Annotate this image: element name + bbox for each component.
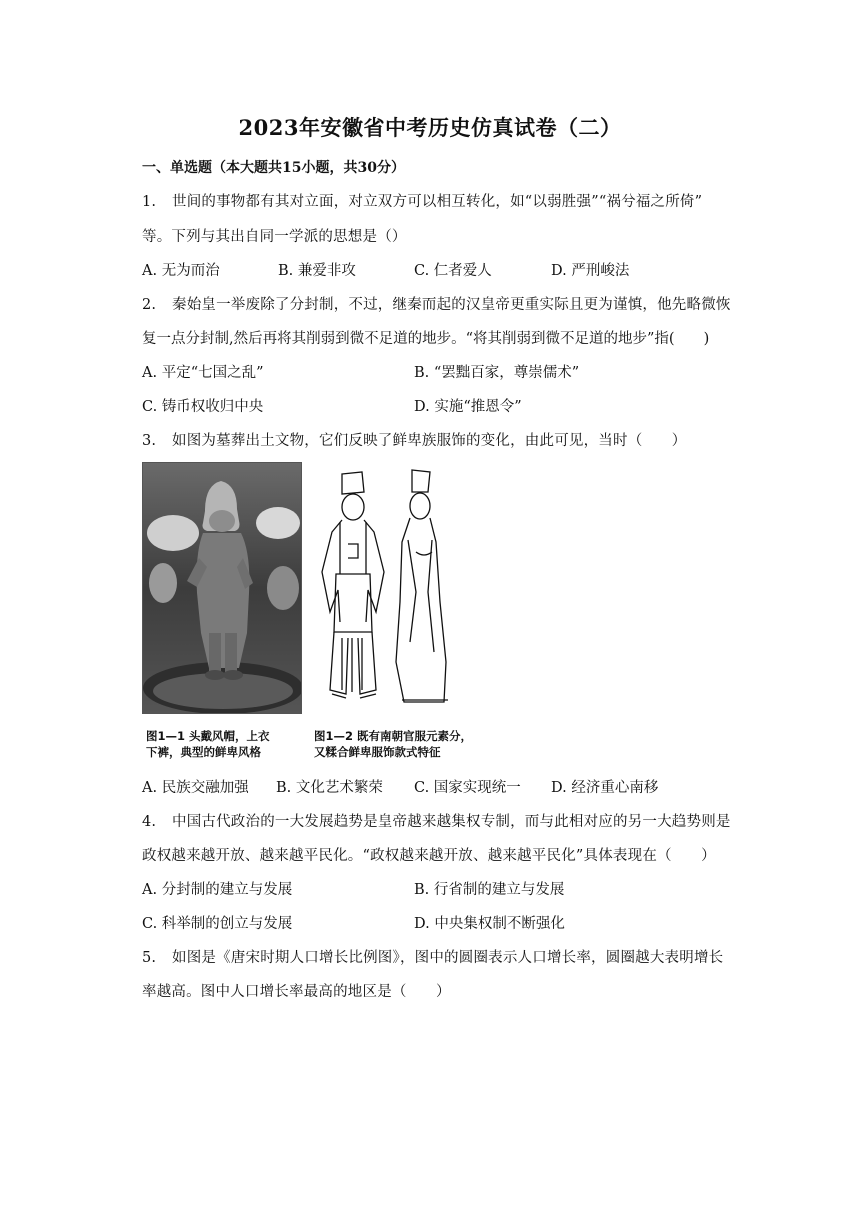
q4-number: 4.	[142, 814, 157, 830]
q4-option-c[interactable]: C. 科举制的创立与发展	[142, 916, 293, 932]
q2-option-d[interactable]: D. 实施“推恩令”	[414, 399, 522, 415]
q5-stem-line1	[142, 946, 723, 967]
q3-option-c[interactable]: C. 国家实现统一	[414, 780, 521, 796]
q2-option-b[interactable]: B. “罢黜百家，尊崇儒术”	[414, 365, 580, 381]
q1-text: 世间的事物都有其对立面，对立双方可以相互转化，如“以弱胜强”“祸兮福之所倚”	[172, 194, 703, 210]
q3-option-d[interactable]: D. 经济重心南移	[551, 780, 659, 796]
q5-stem-line2: 率越高。图中人口增长率最高的地区是（ ）	[142, 984, 451, 1000]
figure-drawings	[312, 462, 482, 712]
q2-stem-line1	[142, 293, 731, 314]
q2-stem-line2: 复一点分封制,然后再将其削弱到微不足道的地步。“将其削弱到微不足道的地步”指( )	[142, 331, 710, 347]
caption-fig1-1-line1: 图1—1 头戴风帽，上衣	[146, 729, 270, 743]
q1-option-b[interactable]: B. 兼爱非攻	[278, 263, 356, 279]
q1-number: 1.	[142, 194, 157, 210]
q4-stem-line2: 政权越来越开放、越来越平民化。“政权越来越开放、越来越平民化”具体表现在（ ）	[142, 848, 716, 864]
q3-text: 如图为墓葬出土文物，它们反映了鲜卑族服饰的变化，由此可见，当时（ ）	[172, 433, 687, 449]
q3-option-a[interactable]: A. 民族交融加强	[142, 780, 249, 796]
section-heading: 一、单选题（本大题共15小题，共30分）	[142, 160, 405, 176]
caption-fig1-2-line1: 图1—2 既有南朝官服元素分，	[314, 729, 473, 743]
caption-fig1-2	[314, 728, 472, 760]
q2-option-a[interactable]: A. 平定“七国之乱”	[142, 365, 264, 381]
q4-stem-line1	[142, 810, 731, 831]
q3-option-b[interactable]: B. 文化艺术繁荣	[276, 780, 383, 796]
q4-text: 中国古代政治的一大发展趋势是皇帝越来越集权专制，而与此相对应的另一大趋势则是	[172, 814, 731, 830]
figurine-photo	[142, 462, 302, 714]
q2-option-c[interactable]: C. 铸币权收归中央	[142, 399, 264, 415]
q4-option-b[interactable]: B. 行省制的建立与发展	[414, 882, 565, 898]
q1-option-c[interactable]: C. 仁者爱人	[414, 263, 492, 279]
q5-number: 5.	[142, 950, 157, 966]
caption-fig1-2-line2: 又糅合鲜卑服饰款式特征	[314, 745, 441, 759]
q3-number: 3.	[142, 433, 157, 449]
q1-option-a[interactable]: A. 无为而治	[142, 263, 220, 279]
caption-fig1-1	[146, 728, 270, 760]
q2-text: 秦始皇一举废除了分封制，不过，继秦而起的汉皇帝更重实际且更为谨慎，他先略微恢	[172, 297, 731, 313]
q4-option-a[interactable]: A. 分封制的建立与发展	[142, 882, 293, 898]
q1-option-d[interactable]: D. 严刑峻法	[551, 263, 630, 279]
q5-text: 如图是《唐宋时期人口增长比例图》，图中的圆圈表示人口增长率，圆圈越大表明增长	[172, 950, 724, 966]
q4-option-d[interactable]: D. 中央集权制不断强化	[414, 916, 565, 932]
q1-stem-line2: 等。下列与其出自同一学派的思想是（）	[142, 229, 407, 245]
exam-title: 2023年安徽省中考历史仿真试卷（二）	[238, 115, 622, 140]
q2-number: 2.	[142, 297, 157, 313]
q1-stem-line1	[142, 190, 702, 211]
caption-fig1-1-line2: 下裤，典型的鲜卑风格	[146, 745, 261, 759]
q3-stem-line1	[142, 429, 687, 450]
q3-figure	[142, 462, 482, 762]
